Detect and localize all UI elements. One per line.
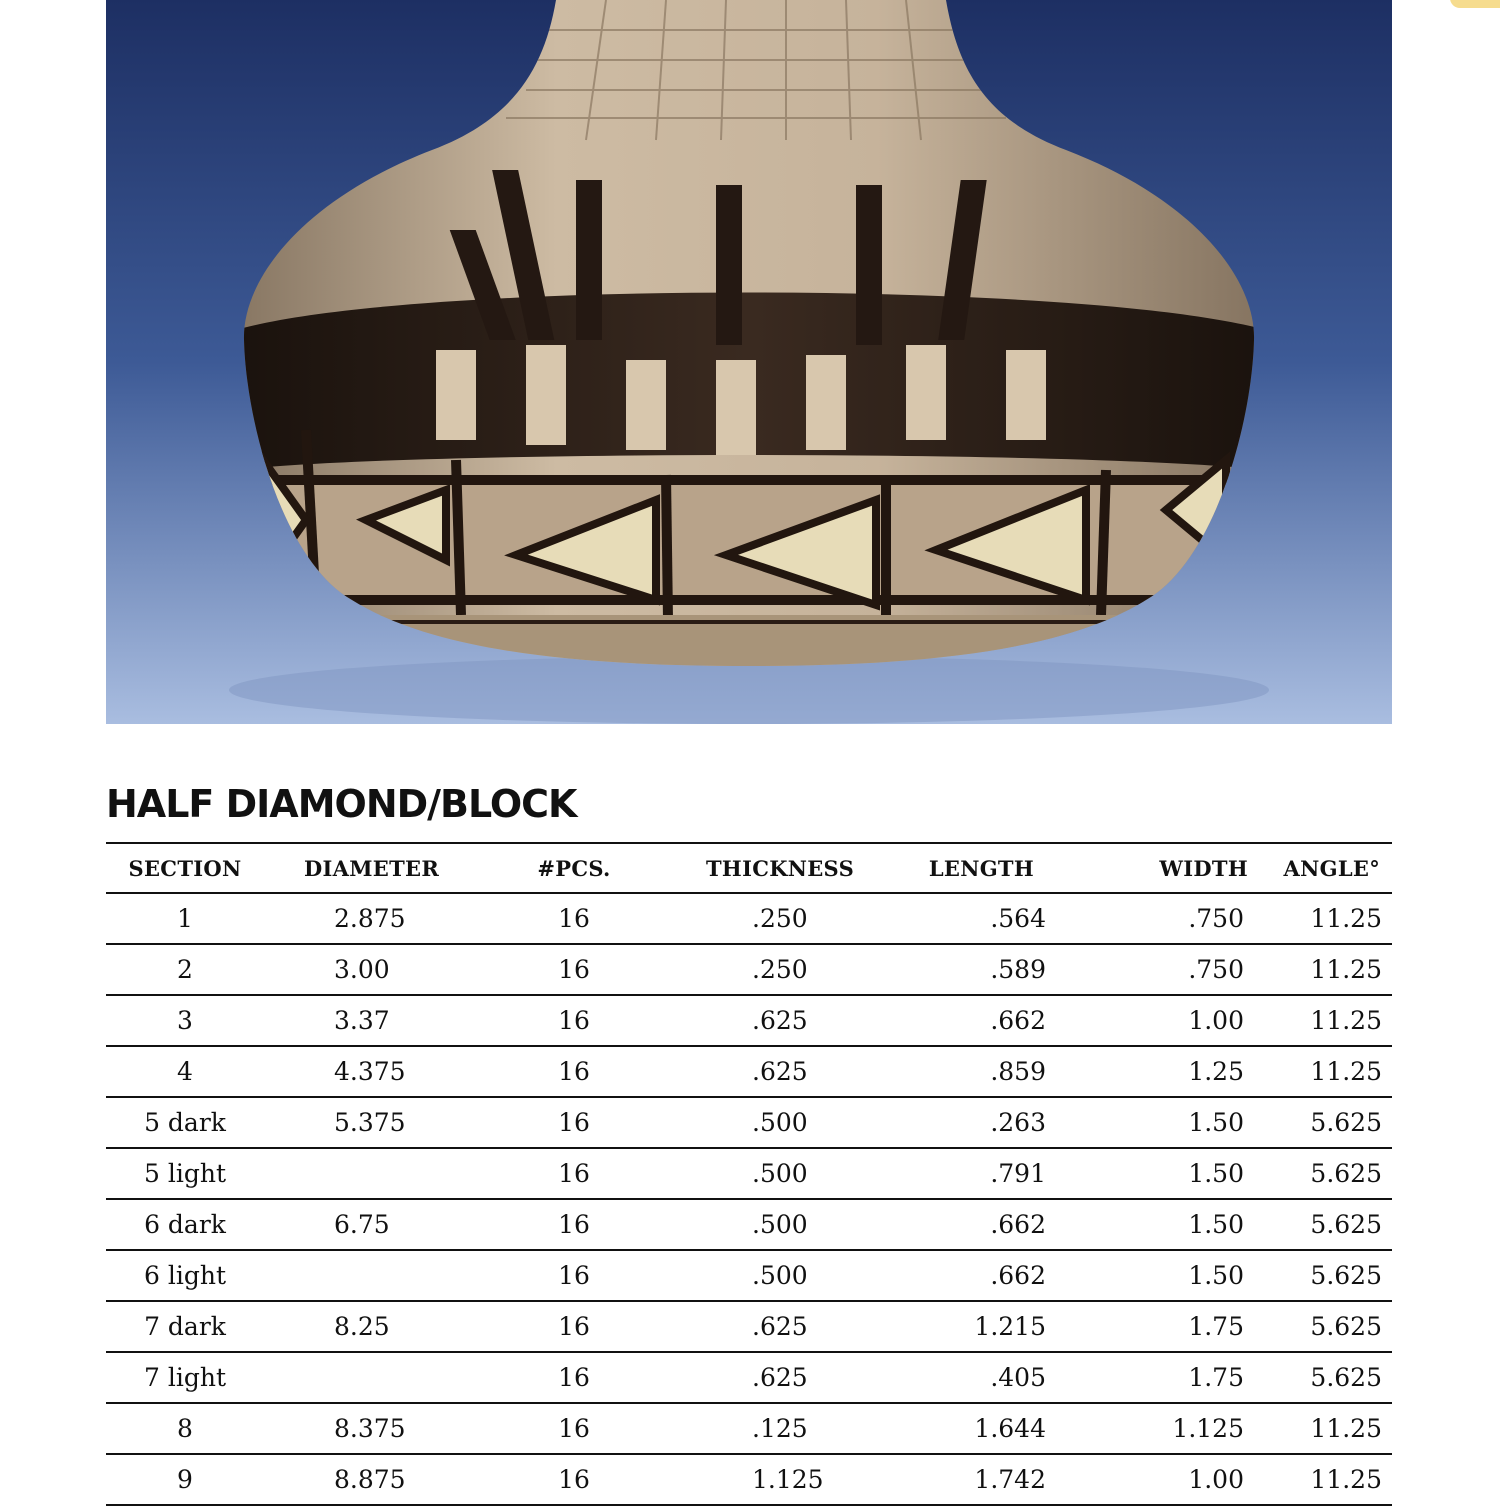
cell-diameter [264,1148,514,1199]
cell-thickness: .500 [634,1199,884,1250]
cell-length: .589 [884,944,1074,995]
cell-section: 7 light [106,1352,264,1403]
cell-angle: 11.25 [1264,1454,1392,1505]
column-header-diameter: DIAMETER [264,843,514,893]
cell-angle: 5.625 [1264,1097,1392,1148]
cell-thickness: 1.125 [634,1454,884,1505]
cell-thickness: .500 [634,1250,884,1301]
cell-diameter: 8.875 [264,1454,514,1505]
column-header-thickness: THICKNESS [634,843,884,893]
table-row [106,1199,1392,1250]
cell-pieces: 16 [514,944,634,995]
cell-diameter: 3.00 [264,944,514,995]
cell-section: 5 light [106,1148,264,1199]
table-row [106,1403,1392,1454]
cell-section: 3 [106,995,264,1046]
cell-diameter: 3.37 [264,995,514,1046]
cell-pieces: 16 [514,893,634,944]
cell-pieces: 16 [514,1199,634,1250]
cell-pieces: 16 [514,1148,634,1199]
cell-length: .859 [884,1046,1074,1097]
cell-diameter [264,1250,514,1301]
cell-angle: 11.25 [1264,995,1392,1046]
cell-width: 1.75 [1074,1352,1264,1403]
cell-length: .662 [884,1199,1074,1250]
cell-pieces: 16 [514,1046,634,1097]
cell-width: 1.50 [1074,1097,1264,1148]
cell-diameter [264,1352,514,1403]
cell-width: 1.50 [1074,1199,1264,1250]
cell-thickness: .625 [634,995,884,1046]
column-header-pieces: #PCS. [514,843,634,893]
cell-angle: 11.25 [1264,1046,1392,1097]
table-row [106,995,1392,1046]
cell-width: 1.125 [1074,1403,1264,1454]
table-row [106,1454,1392,1505]
cell-angle: 11.25 [1264,1403,1392,1454]
cell-diameter: 5.375 [264,1097,514,1148]
cell-thickness: .125 [634,1403,884,1454]
cell-width: 1.25 [1074,1046,1264,1097]
cell-angle: 11.25 [1264,944,1392,995]
cell-section: 4 [106,1046,264,1097]
specs-table [106,842,1392,1506]
cell-angle: 5.625 [1264,1250,1392,1301]
cell-thickness: .625 [634,1352,884,1403]
cell-section: 5 dark [106,1097,264,1148]
cell-thickness: .500 [634,1148,884,1199]
cell-diameter: 6.75 [264,1199,514,1250]
cell-width: .750 [1074,944,1264,995]
cell-length: .662 [884,1250,1074,1301]
corner-tab [1450,0,1500,8]
cell-section: 8 [106,1403,264,1454]
table-row [106,1148,1392,1199]
cell-angle: 11.25 [1264,893,1392,944]
cell-pieces: 16 [514,1352,634,1403]
segmented-wood-vase-icon [106,0,1392,724]
cell-length: .405 [884,1352,1074,1403]
table-row [106,1097,1392,1148]
cell-width: 1.75 [1074,1301,1264,1352]
cell-section: 7 dark [106,1301,264,1352]
table-row [106,944,1392,995]
table-row [106,1250,1392,1301]
table-row [106,1046,1392,1097]
cell-width: 1.00 [1074,1454,1264,1505]
cell-length: 1.644 [884,1403,1074,1454]
column-header-angle: ANGLE° [1264,843,1392,893]
cell-length: 1.742 [884,1454,1074,1505]
cell-pieces: 16 [514,1250,634,1301]
column-header-width: WIDTH [1074,843,1264,893]
cell-angle: 5.625 [1264,1148,1392,1199]
cell-diameter: 8.25 [264,1301,514,1352]
cell-length: .564 [884,893,1074,944]
cell-thickness: .250 [634,944,884,995]
cell-pieces: 16 [514,1097,634,1148]
cell-pieces: 16 [514,1403,634,1454]
cell-width: 1.50 [1074,1148,1264,1199]
cell-section: 6 dark [106,1199,264,1250]
table-header-row [106,843,1392,893]
cell-thickness: .625 [634,1301,884,1352]
cell-angle: 5.625 [1264,1352,1392,1403]
vase-photo [106,0,1392,724]
cell-pieces: 16 [514,995,634,1046]
cell-width: 1.50 [1074,1250,1264,1301]
table-row [106,893,1392,944]
cell-length: .791 [884,1148,1074,1199]
cell-section: 6 light [106,1250,264,1301]
cell-pieces: 16 [514,1454,634,1505]
cell-length: .662 [884,995,1074,1046]
cell-angle: 5.625 [1264,1301,1392,1352]
cell-thickness: .500 [634,1097,884,1148]
cell-diameter: 8.375 [264,1403,514,1454]
cell-pieces: 16 [514,1301,634,1352]
cell-length: 1.215 [884,1301,1074,1352]
cell-diameter: 4.375 [264,1046,514,1097]
cell-section: 2 [106,944,264,995]
cell-thickness: .250 [634,893,884,944]
table-row [106,1301,1392,1352]
cell-section: 1 [106,893,264,944]
cell-diameter: 2.875 [264,893,514,944]
cell-section: 9 [106,1454,264,1505]
column-header-section: SECTION [106,843,264,893]
section-title: HALF DIAMOND/BLOCK [106,782,577,826]
cell-angle: 5.625 [1264,1199,1392,1250]
column-header-length: LENGTH [884,843,1074,893]
cell-width: 1.00 [1074,995,1264,1046]
cell-width: .750 [1074,893,1264,944]
cell-length: .263 [884,1097,1074,1148]
table-row [106,1352,1392,1403]
cell-thickness: .625 [634,1046,884,1097]
